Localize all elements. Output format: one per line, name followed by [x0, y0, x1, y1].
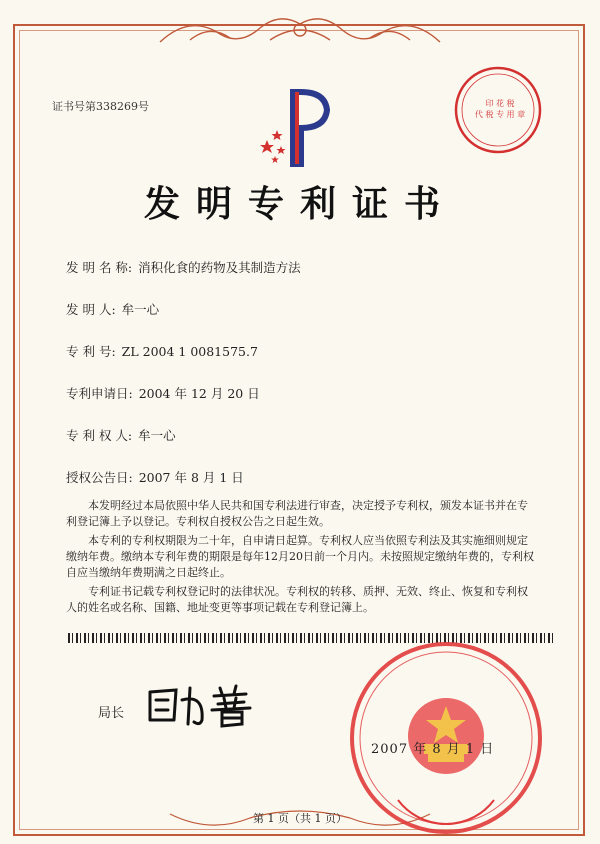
field-value: 2007 年 8 月 1 日 — [138, 470, 244, 485]
field-value: 牟一心 — [121, 302, 160, 317]
body-paragraph-3: 专利证书记载专利权登记时的法律状况。专利权的转移、质押、无效、终止、恢复和专利权人的姓名或名称、国籍、地址变更等事项记载在专利登记簿上。 — [66, 585, 528, 614]
certificate-body — [66, 498, 534, 619]
director-signature — [142, 680, 262, 730]
page-number: 第 1 页（共 1 页） — [253, 812, 347, 825]
body-paragraph-1: 本发明经过本局依照中华人民共和国专利法进行审查，决定授予专利权，颁发本证书并在专利登记簿上予以登记。专利权自授权公告之日起生效。 — [66, 499, 528, 528]
director-label: 局长 — [98, 706, 125, 721]
field-invention-name — [66, 258, 301, 276]
field-patent-number — [66, 342, 258, 360]
field-value: 牟一心 — [138, 428, 176, 443]
certificate-title: 发明专利证书 — [143, 183, 456, 225]
tax-seal-line2: 代 税 专 用 章 — [474, 110, 526, 119]
top-ornament — [150, 10, 450, 50]
tax-seal-line1: 印 花 税 — [485, 99, 515, 108]
certificate-number: 证书号第338269号 — [52, 100, 149, 113]
seal-date: 2007 年 8 月 1 日 — [371, 742, 495, 757]
body-paragraph-2: 本专利的专利权期限为二十年，自申请日起算。专利权人应当依照专利法及其实施细则规定缴纳年费。缴纳本专利年费的期限是每年12月20日前一个月内。未按照规定缴纳年费的，专利权自应当缴纳年费期满之日起终止。 — [66, 534, 534, 579]
field-application-date — [66, 384, 260, 402]
field-inventor — [66, 300, 159, 318]
field-label: 授权公告日: — [66, 470, 133, 485]
field-grant-date — [66, 468, 244, 486]
sipo-logo — [255, 88, 345, 168]
tax-seal-text — [472, 98, 528, 120]
field-label: 发 明 人: — [66, 302, 116, 317]
field-patentee — [66, 426, 176, 444]
field-label: 发 明 名 称: — [66, 260, 133, 275]
field-value: 2004 年 12 月 20 日 — [138, 386, 260, 401]
field-label: 专 利 权 人: — [66, 428, 133, 443]
field-value: 消积化食的药物及其制造方法 — [138, 260, 301, 275]
field-label: 专利申请日: — [66, 386, 133, 401]
field-label: 专 利 号: — [66, 344, 116, 359]
field-value: ZL 2004 1 0081575.7 — [121, 344, 258, 359]
